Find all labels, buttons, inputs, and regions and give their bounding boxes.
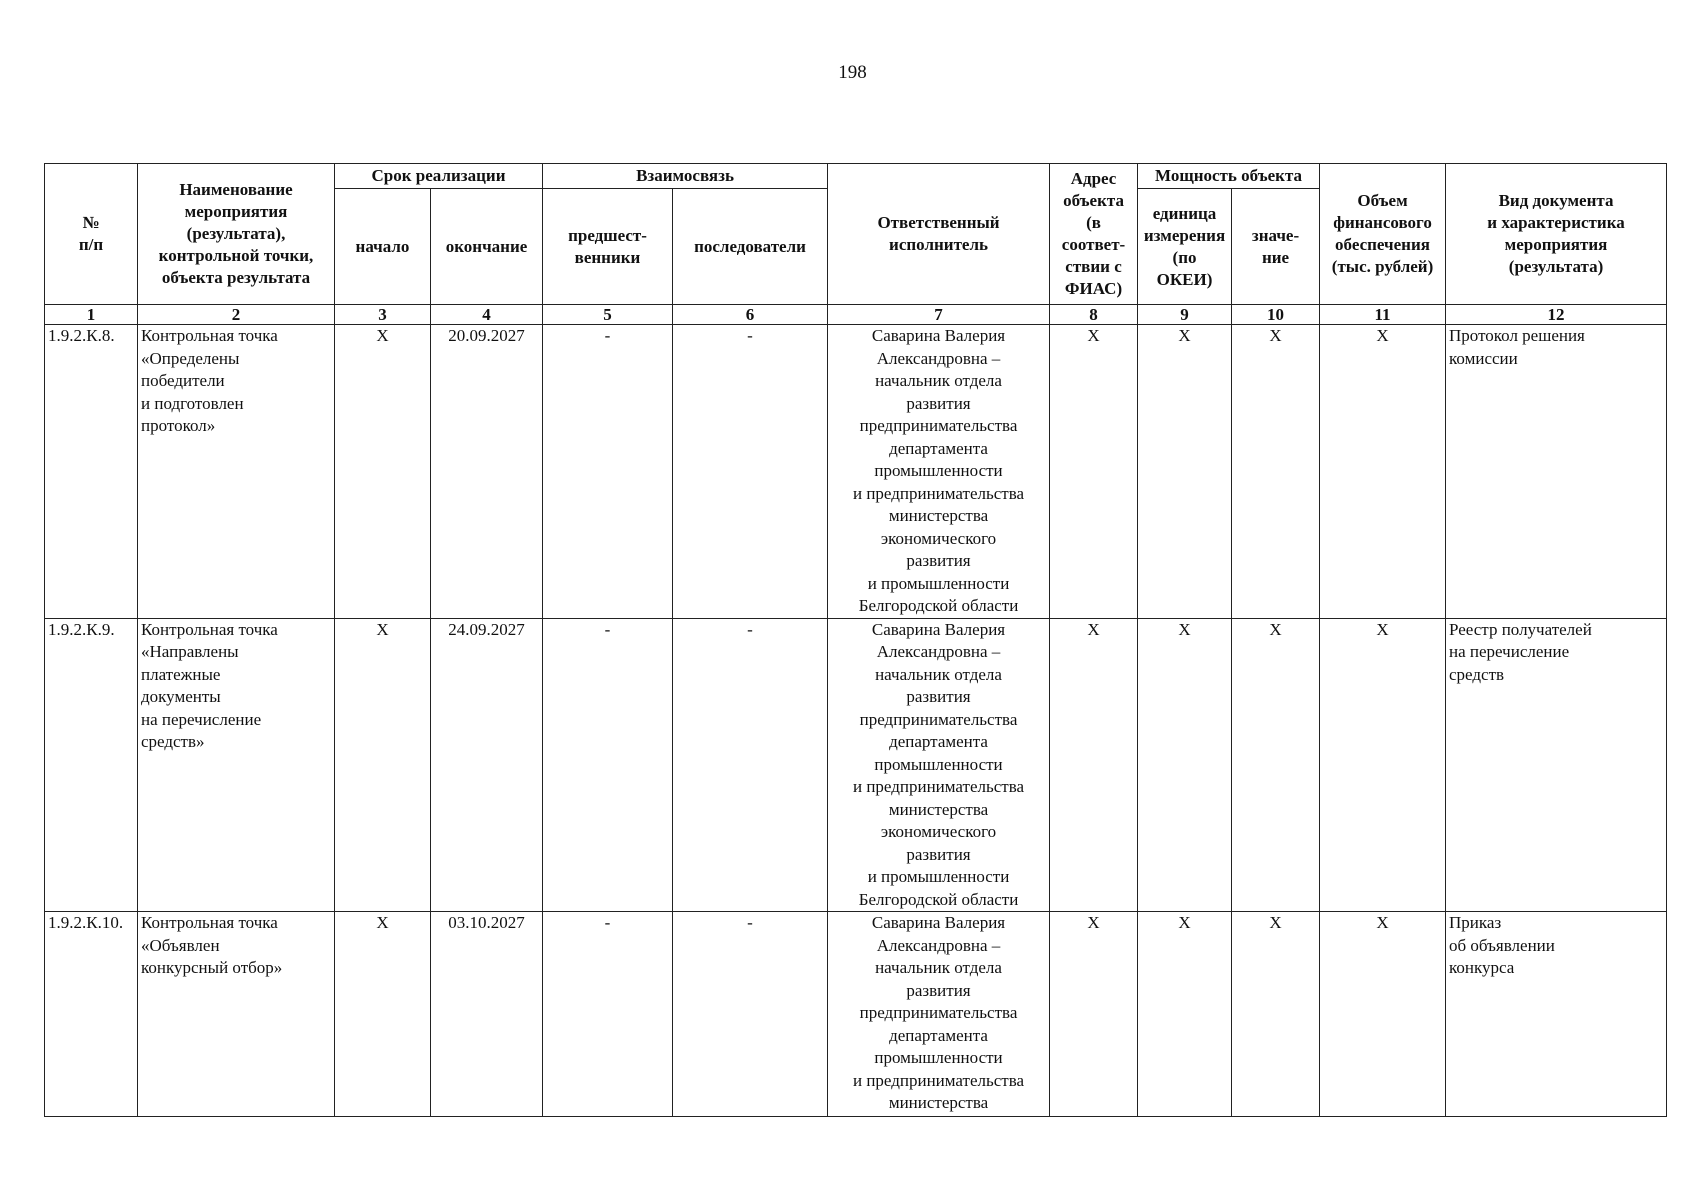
row-followers: - xyxy=(673,618,828,912)
row-doc-type: Реестр получателей на перечисление средств xyxy=(1446,618,1667,912)
implementation-plan-table xyxy=(44,163,1667,1117)
header-address: Адрес объекта (в соответ- ствии с ФИАС) xyxy=(1050,164,1138,305)
header-end: окончание xyxy=(431,189,543,305)
row-name: Контрольная точка «Направлены платежные документы на перечисление средств» xyxy=(138,618,335,912)
row-end: 24.09.2027 xyxy=(431,618,543,912)
row-address: X xyxy=(1050,618,1138,912)
row-predecessors: - xyxy=(543,618,673,912)
header-doc-type: Вид документа и характеристика мероприятия (результата) xyxy=(1446,164,1667,305)
table-row xyxy=(45,325,1667,619)
row-num: 1.9.2.К.8. xyxy=(45,325,138,619)
row-doc-type: Протокол решения комиссии xyxy=(1446,325,1667,619)
header-responsible: Ответственный исполнитель xyxy=(828,164,1050,305)
row-num: 1.9.2.К.9. xyxy=(45,618,138,912)
row-unit: X xyxy=(1138,912,1232,1117)
row-address: X xyxy=(1050,325,1138,619)
row-unit: X xyxy=(1138,618,1232,912)
header-finance: Объем финансового обеспечения (тыс. рублей) xyxy=(1320,164,1446,305)
row-value: X xyxy=(1232,618,1320,912)
row-finance: X xyxy=(1320,618,1446,912)
column-number: 2 xyxy=(138,305,335,325)
row-responsible: Саварина Валерия Александровна – начальник отдела развития предпринимательства департамента промышленности и предпринимательства министерства экономического развития и промышленности Белгородской области xyxy=(828,618,1050,912)
column-number: 9 xyxy=(1138,305,1232,325)
column-number: 11 xyxy=(1320,305,1446,325)
column-number: 7 xyxy=(828,305,1050,325)
row-name: Контрольная точка «Объявлен конкурсный отбор» xyxy=(138,912,335,1117)
header-link-group: Взаимосвязь xyxy=(543,164,828,189)
table-header xyxy=(45,164,1667,325)
row-value: X xyxy=(1232,325,1320,619)
column-number: 4 xyxy=(431,305,543,325)
column-number: 12 xyxy=(1446,305,1667,325)
column-number: 8 xyxy=(1050,305,1138,325)
row-start: X xyxy=(335,912,431,1117)
table-row xyxy=(45,912,1667,1117)
header-followers: последователи xyxy=(673,189,828,305)
row-responsible: Саварина Валерия Александровна – начальник отдела развития предпринимательства департамента промышленности и предпринимательства министерства экономического развития и промышленности Белгородской области xyxy=(828,325,1050,619)
column-number: 5 xyxy=(543,305,673,325)
row-name: Контрольная точка «Определены победители и подготовлен протокол» xyxy=(138,325,335,619)
row-start: X xyxy=(335,325,431,619)
header-value: значе- ние xyxy=(1232,189,1320,305)
row-doc-type: Приказ об объявлении конкурса xyxy=(1446,912,1667,1117)
row-finance: X xyxy=(1320,912,1446,1117)
row-unit: X xyxy=(1138,325,1232,619)
row-value: X xyxy=(1232,912,1320,1117)
header-predecessors: предшест- венники xyxy=(543,189,673,305)
header-num: № п/п xyxy=(45,164,138,305)
column-number-row xyxy=(45,305,1667,325)
header-capacity-group: Мощность объекта xyxy=(1138,164,1320,189)
row-predecessors: - xyxy=(543,325,673,619)
row-responsible: Саварина Валерия Александровна – начальник отдела развития предпринимательства департамента промышленности и предпринимательства министерства xyxy=(828,912,1050,1117)
header-term-group: Срок реализации xyxy=(335,164,543,189)
row-num: 1.9.2.К.10. xyxy=(45,912,138,1117)
column-number: 10 xyxy=(1232,305,1320,325)
row-start: X xyxy=(335,618,431,912)
column-number: 6 xyxy=(673,305,828,325)
row-end: 20.09.2027 xyxy=(431,325,543,619)
column-number: 1 xyxy=(45,305,138,325)
row-end: 03.10.2027 xyxy=(431,912,543,1117)
row-address: X xyxy=(1050,912,1138,1117)
header-unit: единица измерения (по ОКЕИ) xyxy=(1138,189,1232,305)
row-followers: - xyxy=(673,325,828,619)
column-number: 3 xyxy=(335,305,431,325)
header-start: начало xyxy=(335,189,431,305)
row-predecessors: - xyxy=(543,912,673,1117)
row-followers: - xyxy=(673,912,828,1117)
header-name: Наименование мероприятия (результата), контрольной точки, объекта результата xyxy=(138,164,335,305)
row-finance: X xyxy=(1320,325,1446,619)
page-number: 198 xyxy=(838,62,867,83)
table-row xyxy=(45,618,1667,912)
